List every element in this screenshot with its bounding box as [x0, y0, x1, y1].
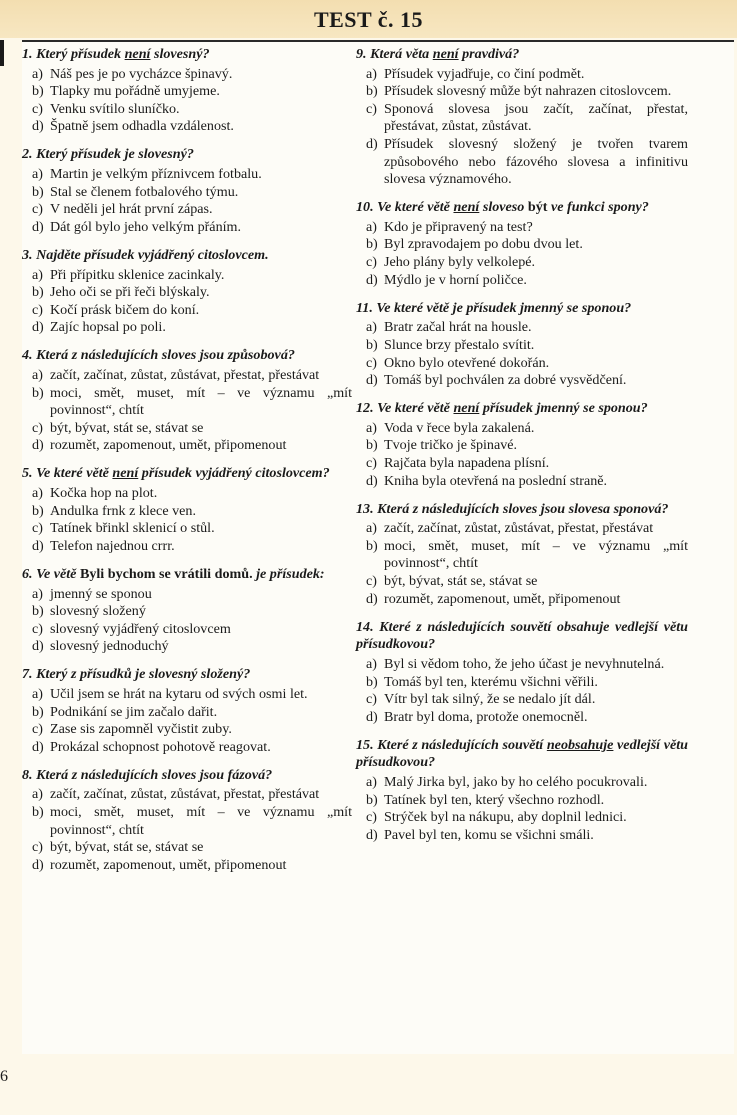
- option-letter: d): [32, 118, 44, 135]
- question-3: [22, 247, 352, 337]
- answer-option: [356, 709, 688, 727]
- option-text: Mýdlo je v horní poličce.: [384, 271, 527, 288]
- option-text: rozumět, zapomenout, umět, připomenout: [50, 437, 287, 454]
- question-number: 3.: [22, 246, 33, 263]
- option-text: Při přípitku sklenice zacinkaly.: [50, 266, 225, 283]
- option-text: jmenný se sponou: [50, 585, 152, 602]
- answer-option: [22, 704, 352, 722]
- answer-option: [356, 656, 688, 674]
- option-letter: a): [32, 266, 43, 283]
- option-letter: a): [366, 65, 377, 82]
- option-letter: d): [32, 638, 44, 655]
- answer-option: [356, 774, 688, 792]
- option-text: moci, smět, muset, mít – ve významu „mít povinnost“, chtít: [384, 537, 688, 572]
- question-14: [356, 619, 688, 727]
- option-text: Martin je velkým příznivcem fotbalu.: [50, 166, 262, 183]
- answer-option: [356, 337, 688, 355]
- option-letter: d): [366, 135, 378, 152]
- question-number: 12.: [356, 400, 374, 417]
- option-text: být, bývat, stát se, stávat se: [50, 419, 204, 436]
- question-text: Který přísudek je slovesný?: [36, 146, 194, 163]
- answer-option: [22, 839, 352, 857]
- question-emphasis: není: [453, 199, 480, 216]
- answer-option: [356, 827, 688, 845]
- question-number: 8.: [22, 766, 33, 783]
- option-text: V neděli jel hrát první zápas.: [50, 201, 213, 218]
- answer-option: [356, 254, 688, 272]
- answer-option: [22, 437, 352, 455]
- question-title: [356, 501, 688, 519]
- question-number: 14.: [356, 618, 374, 635]
- option-letter: c): [32, 201, 43, 218]
- option-text: Tlapky mu pořádně umyjeme.: [50, 83, 220, 100]
- option-letter: a): [366, 319, 377, 336]
- option-letter: b): [366, 83, 378, 100]
- option-letter: a): [366, 419, 377, 436]
- option-text: Podnikání se jim začalo dařit.: [50, 703, 218, 720]
- option-text: Bratr začal hrát na housle.: [384, 319, 532, 336]
- option-text: Byl si vědom toho, že jeho účast je nevyhnutelná.: [384, 655, 665, 672]
- option-letter: d): [32, 319, 44, 336]
- option-text: Voda v řece byla zakalená.: [384, 419, 535, 436]
- page-number: 6: [0, 1068, 8, 1085]
- option-letter: d): [366, 472, 378, 489]
- option-letter: c): [32, 301, 43, 318]
- option-letter: c): [32, 839, 43, 856]
- option-text: Tvoje tričko je špinavé.: [384, 437, 518, 454]
- answer-option: [356, 236, 688, 254]
- question-1: [22, 46, 352, 136]
- question-emphasis: není: [453, 400, 480, 417]
- option-text: Jeho plány byly velkolepé.: [384, 254, 536, 271]
- option-letter: b): [32, 183, 44, 200]
- option-letter: c): [366, 691, 377, 708]
- answer-option: [22, 686, 352, 704]
- option-text: být, bývat, stát se, stávat se: [50, 839, 204, 856]
- answer-option: [22, 786, 352, 804]
- answer-option: [22, 302, 352, 320]
- answer-option: [22, 166, 352, 184]
- option-letter: d): [366, 372, 378, 389]
- answer-option: [22, 385, 352, 420]
- question-text: sloveso: [479, 199, 528, 216]
- option-letter: c): [366, 573, 377, 590]
- option-letter: a): [366, 218, 377, 235]
- question-text: Která z následujících sloves jsou slovesa sponová?: [377, 500, 669, 517]
- answer-option: [356, 437, 688, 455]
- option-letter: c): [366, 100, 377, 117]
- question-emphasis: není: [124, 46, 151, 62]
- answer-option: [22, 520, 352, 538]
- option-letter: c): [32, 100, 43, 117]
- question-text: slovesný?: [150, 46, 210, 62]
- option-letter: c): [366, 454, 377, 471]
- answer-option: [22, 721, 352, 739]
- question-title: [356, 619, 688, 654]
- option-letter: c): [32, 620, 43, 637]
- question-number: 1.: [22, 46, 33, 62]
- question-13: [356, 501, 688, 609]
- option-letter: b): [366, 437, 378, 454]
- question-text: Které z následujících souvětí: [377, 736, 547, 753]
- option-letter: a): [366, 655, 377, 672]
- option-text: Jeho oči se při řeči blýskaly.: [50, 284, 210, 301]
- question-text: Ve které větě: [377, 199, 454, 216]
- option-text: Tomáš byl ten, kterému všichni věřili.: [384, 673, 598, 690]
- option-letter: b): [366, 673, 378, 690]
- answer-option: [356, 538, 688, 573]
- answer-option: [22, 621, 352, 639]
- question-number: 10.: [356, 199, 374, 216]
- answer-option: [356, 355, 688, 373]
- option-text: Telefon najednou crrr.: [50, 537, 175, 554]
- answer-option: [22, 319, 352, 337]
- option-letter: a): [366, 773, 377, 790]
- option-text: Tatínek byl ten, který všechno rozhodl.: [384, 791, 605, 808]
- question-text: Ve které větě: [36, 465, 113, 482]
- question-4: [22, 347, 352, 455]
- answer-option: [356, 272, 688, 290]
- option-text: Přísudek slovesný může být nahrazen citoslovcem.: [384, 83, 672, 100]
- question-title: [22, 465, 352, 483]
- option-text: Bratr byl doma, protože onemocněl.: [384, 708, 588, 725]
- option-text: Slunce brzy přestalo svítit.: [384, 336, 535, 353]
- option-letter: a): [32, 485, 43, 502]
- answer-option: [356, 372, 688, 390]
- option-text: Pavel byl ten, komu se všichni smáli.: [384, 826, 594, 843]
- option-letter: b): [32, 284, 44, 301]
- question-emphasis: neobsahuje: [546, 736, 614, 753]
- answer-option: [22, 201, 352, 219]
- question-title: [22, 566, 352, 584]
- question-12: [356, 400, 688, 490]
- answer-option: [356, 101, 688, 136]
- question-quote: být: [527, 199, 548, 216]
- answer-option: [22, 83, 352, 101]
- answer-option: [22, 219, 352, 237]
- option-text: moci, smět, muset, mít – ve významu „mít povinnost“, chtít: [50, 804, 352, 838]
- answer-option: [22, 367, 352, 385]
- option-text: Tatínek břinkl sklenicí o stůl.: [50, 520, 215, 537]
- option-letter: d): [366, 708, 378, 725]
- option-text: slovesný složený: [50, 603, 146, 620]
- option-text: Špatně jsem odhadla vzdálenost.: [50, 118, 234, 135]
- question-emphasis: není: [112, 465, 139, 482]
- answer-option: [356, 809, 688, 827]
- question-title: [22, 767, 352, 785]
- question-number: 11.: [356, 299, 373, 316]
- answer-option: [356, 455, 688, 473]
- option-letter: b): [366, 336, 378, 353]
- answer-option: [22, 586, 352, 604]
- answer-option: [22, 184, 352, 202]
- answer-option: [22, 284, 352, 302]
- question-number: 6.: [22, 565, 33, 582]
- option-letter: c): [32, 721, 43, 738]
- option-text: Učil jsem se hrát na kytaru od svých osmi let.: [50, 686, 308, 702]
- question-text: ve funkci spony?: [547, 199, 649, 216]
- option-text: rozumět, zapomenout, umět, připomenout: [384, 590, 621, 607]
- option-letter: c): [32, 520, 43, 537]
- option-text: rozumět, zapomenout, umět, připomenout: [50, 856, 287, 873]
- question-text: Která věta: [370, 46, 433, 62]
- right-column: [356, 46, 688, 855]
- question-title: [22, 146, 352, 164]
- answer-option: [356, 674, 688, 692]
- test-header: [0, 0, 737, 38]
- answer-option: [22, 638, 352, 656]
- option-letter: b): [32, 502, 44, 519]
- question-text: pravdivá?: [458, 46, 520, 62]
- question-title: [356, 46, 688, 64]
- question-text: Ve které větě je přísudek jmenný se sponou?: [376, 299, 632, 316]
- question-7: [22, 666, 352, 756]
- answer-option: [356, 219, 688, 237]
- option-letter: d): [366, 271, 378, 288]
- question-text: přísudek vyjádřený citoslovcem?: [138, 465, 330, 482]
- option-text: Dát gól bylo jeho velkým přáním.: [50, 218, 242, 235]
- option-letter: a): [366, 520, 377, 537]
- answer-option: [22, 503, 352, 521]
- question-text: Které z následujících souvětí obsahuje vedlejší větu přísudkovou?: [356, 618, 688, 653]
- answer-option: [356, 473, 688, 491]
- left-column: [22, 46, 352, 885]
- answer-option: [356, 792, 688, 810]
- question-number: 7.: [22, 666, 33, 683]
- question-number: 13.: [356, 500, 374, 517]
- question-15: [356, 737, 688, 845]
- answer-option: [22, 804, 352, 839]
- question-quote: Byli bychom se vrátili domů.: [79, 565, 253, 582]
- question-number: 2.: [22, 146, 33, 163]
- option-text: Kočka hop na plot.: [50, 485, 158, 502]
- question-text: je přísudek:: [252, 565, 325, 582]
- question-text: Ve které větě: [377, 400, 454, 417]
- answer-option: [356, 591, 688, 609]
- question-number: 15.: [356, 736, 374, 753]
- option-letter: d): [32, 537, 44, 554]
- option-text: Přísudek vyjadřuje, co činí podmět.: [384, 65, 585, 82]
- question-title: [356, 400, 688, 418]
- option-text: Vítr byl tak silný, že se nedalo jít dál.: [384, 691, 596, 708]
- option-letter: c): [366, 809, 377, 826]
- option-text: moci, smět, muset, mít – ve významu „mít povinnost“, chtít: [50, 384, 352, 419]
- question-text: Ve větě: [36, 565, 80, 582]
- option-letter: b): [32, 384, 44, 401]
- answer-option: [356, 83, 688, 101]
- option-letter: b): [32, 703, 44, 720]
- option-letter: d): [32, 218, 44, 235]
- option-letter: a): [32, 65, 43, 82]
- option-letter: a): [32, 166, 43, 183]
- option-text: Přísudek slovesný složený je tvořen tvarem způsobového nebo fázového slovesa a infinitivu slovesa významového.: [384, 135, 688, 188]
- answer-option: [356, 420, 688, 438]
- question-title: [356, 199, 688, 217]
- option-text: být, bývat, stát se, stávat se: [384, 573, 538, 590]
- question-title: [356, 737, 688, 772]
- answer-option: [22, 118, 352, 136]
- option-letter: d): [366, 590, 378, 607]
- option-letter: d): [32, 437, 44, 454]
- question-text: vedlejší větu přísudkovou?: [356, 736, 689, 771]
- option-text: Zajíc hopsal po poli.: [50, 319, 166, 336]
- option-letter: b): [366, 537, 378, 554]
- answer-option: [356, 66, 688, 84]
- question-11: [356, 300, 688, 390]
- option-letter: a): [32, 786, 43, 803]
- option-letter: b): [32, 603, 44, 620]
- option-letter: d): [32, 738, 44, 755]
- answer-option: [22, 739, 352, 757]
- option-text: Andulka frnk z klece ven.: [50, 502, 196, 519]
- question-text: Která z následujících sloves jsou způsobová?: [36, 347, 295, 364]
- question-8: [22, 767, 352, 875]
- question-5: [22, 465, 352, 555]
- test-title: TEST č. 15: [313, 7, 424, 32]
- question-10: [356, 199, 688, 289]
- corner-marker: [0, 40, 4, 66]
- option-text: slovesný jednoduchý: [50, 638, 169, 655]
- option-text: Kočí prásk bičem do koní.: [50, 301, 200, 318]
- option-text: Venku svítilo sluníčko.: [50, 100, 180, 117]
- answer-option: [22, 603, 352, 621]
- question-text: přísudek jmenný se sponou?: [479, 400, 648, 417]
- question-text: Který z přísudků je slovesný složený?: [36, 666, 251, 683]
- answer-option: [22, 538, 352, 556]
- answer-option: [22, 857, 352, 875]
- answer-option: [22, 66, 352, 84]
- question-title: [22, 247, 352, 265]
- option-letter: b): [366, 236, 378, 253]
- option-letter: d): [366, 826, 378, 843]
- question-text: Najděte přísudek vyjádřený citoslovcem.: [36, 246, 269, 263]
- question-title: [22, 666, 352, 684]
- option-text: Zase sis zapomněl vyčistit zuby.: [50, 721, 232, 738]
- option-text: Rajčata byla napadena plísní.: [384, 454, 550, 471]
- question-9: [356, 46, 688, 189]
- question-title: [22, 347, 352, 365]
- test-page: [22, 40, 734, 1054]
- answer-option: [356, 520, 688, 538]
- option-letter: d): [32, 856, 44, 873]
- question-title: [22, 46, 352, 64]
- option-letter: a): [32, 686, 43, 702]
- question-number: 4.: [22, 347, 33, 364]
- answer-option: [22, 101, 352, 119]
- option-text: Kdo je připravený na test?: [384, 218, 533, 235]
- option-letter: a): [32, 367, 43, 383]
- answer-option: [356, 319, 688, 337]
- option-letter: a): [32, 585, 43, 602]
- answer-option: [22, 267, 352, 285]
- answer-option: [22, 420, 352, 438]
- option-text: Tomáš byl pochválen za dobré vysvědčení.: [384, 372, 627, 389]
- option-text: začít, začínat, zůstat, zůstávat, přestat, přestávat: [50, 367, 320, 383]
- question-title: [356, 300, 688, 318]
- option-text: Kniha byla otevřená na poslední straně.: [384, 472, 608, 489]
- question-6: [22, 566, 352, 656]
- question-number: 5.: [22, 465, 33, 482]
- option-letter: c): [32, 419, 43, 436]
- option-text: slovesný vyjádřený citoslovcem: [50, 620, 231, 637]
- answer-option: [356, 136, 688, 189]
- option-text: Stal se členem fotbalového týmu.: [50, 183, 239, 200]
- option-text: začít, začínat, zůstat, zůstávat, přestat, přestávat: [50, 786, 320, 803]
- answer-option: [356, 691, 688, 709]
- option-text: Strýček byl na nákupu, aby doplnil lednici.: [384, 809, 627, 826]
- option-letter: c): [366, 354, 377, 371]
- option-text: Byl zpravodajem po dobu dvou let.: [384, 236, 583, 253]
- answer-option: [356, 573, 688, 591]
- question-emphasis: není: [432, 46, 459, 62]
- question-text: Který přísudek: [36, 46, 125, 62]
- question-text: Která z následujících sloves jsou fázová?: [36, 766, 273, 783]
- option-text: Náš pes je po vycházce špinavý.: [50, 65, 233, 82]
- question-2: [22, 146, 352, 236]
- option-letter: b): [32, 83, 44, 100]
- option-text: začít, začínat, zůstat, zůstávat, přestat, přestávat: [384, 520, 654, 537]
- option-text: Prokázal schopnost pohotově reagovat.: [50, 738, 271, 755]
- option-letter: b): [366, 791, 378, 808]
- answer-option: [22, 485, 352, 503]
- option-letter: c): [366, 254, 377, 271]
- option-letter: b): [32, 804, 44, 821]
- question-number: 9.: [356, 46, 367, 62]
- option-text: Okno bylo otevřené dokořán.: [384, 354, 550, 371]
- option-text: Malý Jirka byl, jako by ho celého pocukrovali.: [384, 773, 648, 790]
- option-text: Sponová slovesa jsou začít, začínat, přestat, přestávat, zůstat, zůstávat.: [384, 100, 688, 135]
